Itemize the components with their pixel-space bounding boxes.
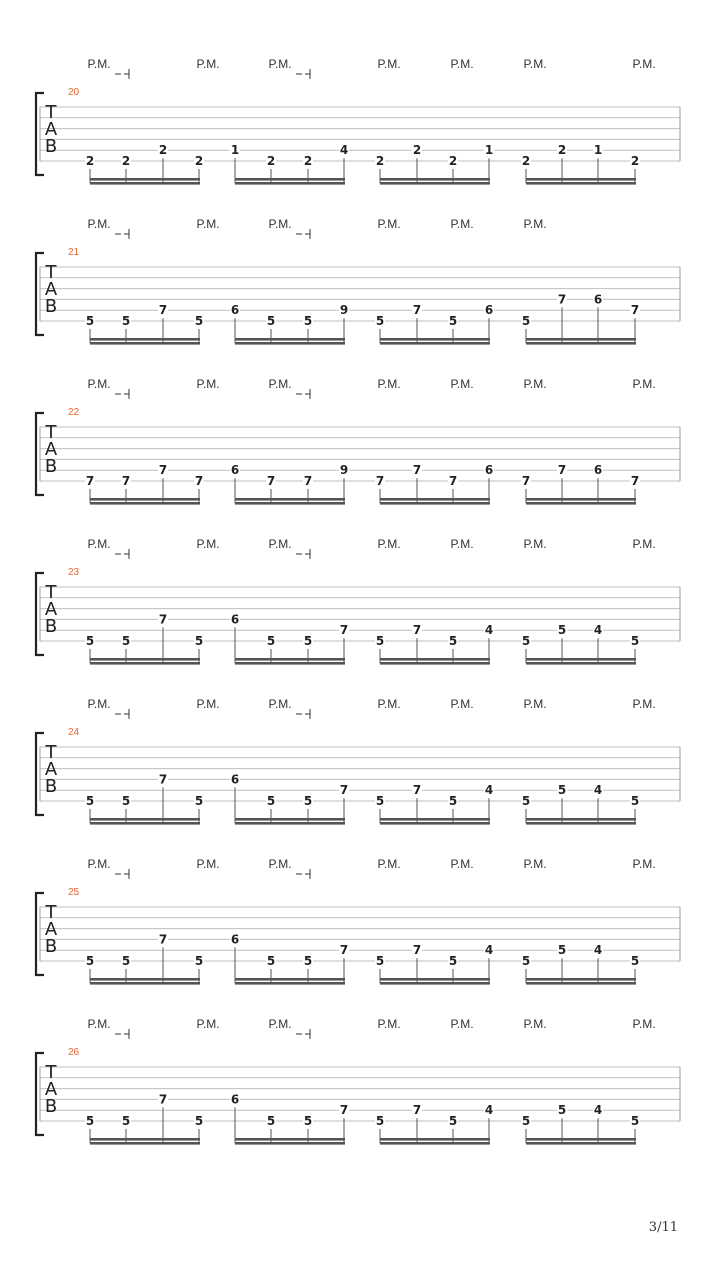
beam [380, 658, 490, 661]
fret-number: 7 [412, 943, 422, 958]
fret-number: 2 [85, 154, 95, 168]
tab-clef-letter: T [45, 902, 57, 923]
fret-number: 5 [194, 954, 204, 968]
fret-number: 7 [303, 474, 313, 488]
palm-mute-label: P.M. [87, 57, 111, 71]
beam [526, 822, 636, 825]
beam [90, 342, 200, 345]
tab-clef-letter: A [44, 439, 58, 460]
beam [526, 662, 636, 665]
beam [526, 178, 636, 181]
fret-number: 7 [412, 463, 422, 478]
fret-number: 5 [303, 794, 313, 808]
tab-clef-letter: T [45, 102, 57, 123]
palm-mute-label: P.M. [450, 1017, 474, 1031]
fret-number: 4 [484, 783, 494, 798]
tab-clef-letter: B [44, 136, 58, 157]
beam [235, 658, 345, 661]
beam [526, 658, 636, 661]
palm-mute-label: P.M. [450, 697, 474, 711]
tab-clef-letter: A [44, 599, 58, 620]
fret-number: 2 [557, 143, 567, 158]
beam [380, 1138, 490, 1141]
measure-number: 23 [68, 567, 80, 578]
beam [235, 818, 345, 821]
beam [380, 178, 490, 181]
tab-clef-letter: B [44, 1096, 58, 1117]
fret-number: 6 [484, 303, 494, 318]
beam [380, 978, 490, 981]
palm-mute-label: P.M. [523, 537, 547, 551]
fret-number: 5 [630, 954, 640, 968]
fret-number: 5 [85, 954, 95, 968]
fret-number: 7 [158, 772, 168, 787]
tab-clef-letter: B [44, 776, 58, 797]
tab-clef-letter: B [44, 456, 58, 477]
fret-number: 5 [194, 634, 204, 648]
palm-mute-label: P.M. [87, 537, 111, 551]
fret-number: 7 [266, 474, 276, 488]
palm-mute-label: P.M. [632, 377, 656, 391]
tab-clef-letter: T [45, 1062, 57, 1083]
fret-number: 5 [121, 794, 131, 808]
palm-mute-label: P.M. [523, 857, 547, 871]
fret-number: 7 [158, 932, 168, 947]
fret-number: 7 [339, 1103, 349, 1118]
palm-mute-label: P.M. [196, 857, 220, 871]
fret-number: 5 [521, 1114, 531, 1128]
fret-number: 6 [230, 1092, 240, 1107]
fret-number: 5 [448, 314, 458, 328]
measure-number: 24 [68, 727, 80, 738]
fret-number: 5 [121, 954, 131, 968]
fret-number: 7 [339, 943, 349, 958]
fret-number: 5 [121, 1114, 131, 1128]
tab-clef-letter: T [45, 582, 57, 603]
fret-number: 7 [158, 463, 168, 478]
fret-number: 4 [593, 783, 603, 798]
fret-number: 6 [230, 463, 240, 478]
fret-number: 4 [593, 623, 603, 638]
fret-number: 5 [121, 634, 131, 648]
fret-number: 5 [521, 954, 531, 968]
fret-number: 2 [303, 154, 313, 168]
fret-number: 7 [448, 474, 458, 488]
fret-number: 4 [484, 943, 494, 958]
system-20 [36, 57, 680, 185]
fret-number: 7 [375, 474, 385, 488]
fret-number: 5 [375, 1114, 385, 1128]
beam [90, 502, 200, 505]
fret-number: 7 [557, 292, 567, 307]
beam [235, 342, 345, 345]
palm-mute-label: P.M. [268, 57, 292, 71]
measure-number: 25 [68, 887, 80, 898]
fret-number: 1 [230, 143, 240, 158]
palm-mute-label: P.M. [377, 857, 401, 871]
tab-clef-letter: A [44, 279, 58, 300]
palm-mute-label: P.M. [268, 697, 292, 711]
measure-number: 22 [68, 407, 80, 418]
fret-number: 5 [448, 634, 458, 648]
system-26 [36, 1017, 680, 1145]
tab-clef-letter: B [44, 936, 58, 957]
beam [90, 822, 200, 825]
beam [90, 818, 200, 821]
beam [235, 822, 345, 825]
palm-mute-label: P.M. [87, 697, 111, 711]
tab-clef-letter: T [45, 422, 57, 443]
beam [526, 978, 636, 981]
palm-mute-label: P.M. [196, 217, 220, 231]
fret-number: 6 [593, 292, 603, 307]
beam [235, 982, 345, 985]
fret-number: 4 [484, 1103, 494, 1118]
palm-mute-label: P.M. [196, 57, 220, 71]
beam [235, 338, 345, 341]
fret-number: 2 [266, 154, 276, 168]
fret-number: 5 [630, 794, 640, 808]
beam [90, 178, 200, 181]
palm-mute-label: P.M. [377, 377, 401, 391]
fret-number: 7 [412, 1103, 422, 1118]
beam [380, 818, 490, 821]
palm-mute-label: P.M. [450, 377, 474, 391]
tab-clef-letter: B [44, 616, 58, 637]
beam [526, 982, 636, 985]
fret-number: 7 [630, 303, 640, 318]
beam [235, 182, 345, 185]
fret-number: 5 [375, 634, 385, 648]
beam [235, 978, 345, 981]
beam [90, 658, 200, 661]
palm-mute-label: P.M. [450, 57, 474, 71]
beam [380, 502, 490, 505]
fret-number: 5 [85, 634, 95, 648]
beam [380, 182, 490, 185]
beam [526, 1138, 636, 1141]
beam [90, 338, 200, 341]
fret-number: 5 [448, 1114, 458, 1128]
tab-clef-letter: T [45, 742, 57, 763]
fret-number: 5 [448, 794, 458, 808]
beam [235, 502, 345, 505]
measure-number: 26 [68, 1047, 80, 1058]
fret-number: 5 [85, 314, 95, 328]
fret-number: 5 [557, 783, 567, 798]
beam [235, 662, 345, 665]
palm-mute-label: P.M. [377, 217, 401, 231]
beam [90, 182, 200, 185]
fret-number: 5 [303, 634, 313, 648]
beam [90, 982, 200, 985]
palm-mute-label: P.M. [523, 1017, 547, 1031]
tab-clef-letter: A [44, 119, 58, 140]
palm-mute-label: P.M. [196, 537, 220, 551]
fret-number: 5 [557, 623, 567, 638]
fret-number: 2 [194, 154, 204, 168]
beam [380, 342, 490, 345]
beam [526, 1142, 636, 1145]
system-25 [36, 857, 680, 985]
fret-number: 2 [158, 143, 168, 158]
palm-mute-label: P.M. [87, 217, 111, 231]
palm-mute-label: P.M. [268, 377, 292, 391]
fret-number: 7 [158, 612, 168, 627]
palm-mute-label: P.M. [87, 1017, 111, 1031]
palm-mute-label: P.M. [450, 217, 474, 231]
beam [380, 498, 490, 501]
palm-mute-label: P.M. [87, 377, 111, 391]
fret-number: 7 [339, 623, 349, 638]
tab-clef-letter: A [44, 759, 58, 780]
beam [380, 982, 490, 985]
beam [90, 1138, 200, 1141]
palm-mute-label: P.M. [87, 857, 111, 871]
fret-number: 5 [266, 1114, 276, 1128]
measure-number: 21 [68, 247, 80, 258]
palm-mute-label: P.M. [523, 697, 547, 711]
beam [526, 182, 636, 185]
measure-number: 20 [68, 87, 80, 98]
tab-clef-letter: T [45, 262, 57, 283]
fret-number: 9 [339, 463, 349, 478]
fret-number: 6 [230, 772, 240, 787]
fret-number: 7 [121, 474, 131, 488]
fret-number: 2 [375, 154, 385, 168]
fret-number: 5 [630, 1114, 640, 1128]
beam [380, 1142, 490, 1145]
beam [526, 818, 636, 821]
fret-number: 7 [412, 623, 422, 638]
tab-clef-letter: B [44, 296, 58, 317]
fret-number: 5 [375, 794, 385, 808]
fret-number: 5 [194, 794, 204, 808]
fret-number: 2 [630, 154, 640, 168]
palm-mute-label: P.M. [268, 857, 292, 871]
beam [380, 822, 490, 825]
fret-number: 4 [593, 1103, 603, 1118]
fret-number: 5 [85, 1114, 95, 1128]
palm-mute-label: P.M. [523, 217, 547, 231]
palm-mute-label: P.M. [523, 377, 547, 391]
beam [235, 1142, 345, 1145]
fret-number: 2 [121, 154, 131, 168]
palm-mute-label: P.M. [632, 857, 656, 871]
beam [235, 178, 345, 181]
fret-number: 2 [448, 154, 458, 168]
system-21 [36, 217, 680, 345]
fret-number: 5 [194, 314, 204, 328]
palm-mute-label: P.M. [523, 57, 547, 71]
fret-number: 5 [630, 634, 640, 648]
fret-number: 5 [557, 1103, 567, 1118]
palm-mute-label: P.M. [268, 1017, 292, 1031]
fret-number: 5 [303, 314, 313, 328]
fret-number: 5 [194, 1114, 204, 1128]
fret-number: 6 [230, 612, 240, 627]
beam [526, 498, 636, 501]
system-23 [36, 537, 680, 665]
fret-number: 2 [412, 143, 422, 158]
fret-number: 4 [593, 943, 603, 958]
system-24 [36, 697, 680, 825]
fret-number: 7 [630, 474, 640, 488]
palm-mute-label: P.M. [377, 57, 401, 71]
fret-number: 1 [593, 143, 603, 158]
fret-number: 7 [412, 783, 422, 798]
palm-mute-label: P.M. [632, 57, 656, 71]
fret-number: 6 [484, 463, 494, 478]
fret-number: 5 [266, 634, 276, 648]
fret-number: 9 [339, 303, 349, 318]
fret-number: 6 [230, 303, 240, 318]
beam [380, 662, 490, 665]
palm-mute-label: P.M. [632, 537, 656, 551]
palm-mute-label: P.M. [632, 1017, 656, 1031]
palm-mute-label: P.M. [377, 537, 401, 551]
tab-clef-letter: A [44, 1079, 58, 1100]
fret-number: 7 [158, 303, 168, 318]
system-22 [36, 377, 680, 505]
fret-number: 5 [521, 634, 531, 648]
beam [90, 662, 200, 665]
fret-number: 4 [484, 623, 494, 638]
palm-mute-label: P.M. [377, 1017, 401, 1031]
fret-number: 5 [266, 794, 276, 808]
beam [526, 502, 636, 505]
fret-number: 5 [85, 794, 95, 808]
fret-number: 7 [194, 474, 204, 488]
fret-number: 5 [303, 954, 313, 968]
beam [526, 342, 636, 345]
palm-mute-label: P.M. [196, 1017, 220, 1031]
fret-number: 5 [266, 314, 276, 328]
fret-number: 1 [484, 143, 494, 158]
page-number: 3/11 [648, 1220, 678, 1235]
beam [90, 1142, 200, 1145]
palm-mute-label: P.M. [268, 537, 292, 551]
fret-number: 7 [412, 303, 422, 318]
fret-number: 5 [375, 954, 385, 968]
palm-mute-label: P.M. [377, 697, 401, 711]
fret-number: 5 [303, 1114, 313, 1128]
fret-number: 5 [375, 314, 385, 328]
fret-number: 7 [521, 474, 531, 488]
palm-mute-label: P.M. [450, 537, 474, 551]
fret-number: 7 [557, 463, 567, 478]
fret-number: 5 [121, 314, 131, 328]
fret-number: 5 [266, 954, 276, 968]
beam [235, 498, 345, 501]
palm-mute-label: P.M. [196, 377, 220, 391]
fret-number: 5 [521, 794, 531, 808]
palm-mute-label: P.M. [196, 697, 220, 711]
palm-mute-label: P.M. [450, 857, 474, 871]
fret-number: 5 [521, 314, 531, 328]
fret-number: 7 [85, 474, 95, 488]
fret-number: 6 [593, 463, 603, 478]
palm-mute-label: P.M. [632, 697, 656, 711]
fret-number: 4 [339, 143, 349, 158]
tab-clef-letter: A [44, 919, 58, 940]
fret-number: 6 [230, 932, 240, 947]
fret-number: 5 [557, 943, 567, 958]
fret-number: 7 [339, 783, 349, 798]
beam [235, 1138, 345, 1141]
beam [90, 978, 200, 981]
fret-number: 7 [158, 1092, 168, 1107]
fret-number: 5 [448, 954, 458, 968]
beam [526, 338, 636, 341]
beam [380, 338, 490, 341]
fret-number: 2 [521, 154, 531, 168]
palm-mute-label: P.M. [268, 217, 292, 231]
beam [90, 498, 200, 501]
